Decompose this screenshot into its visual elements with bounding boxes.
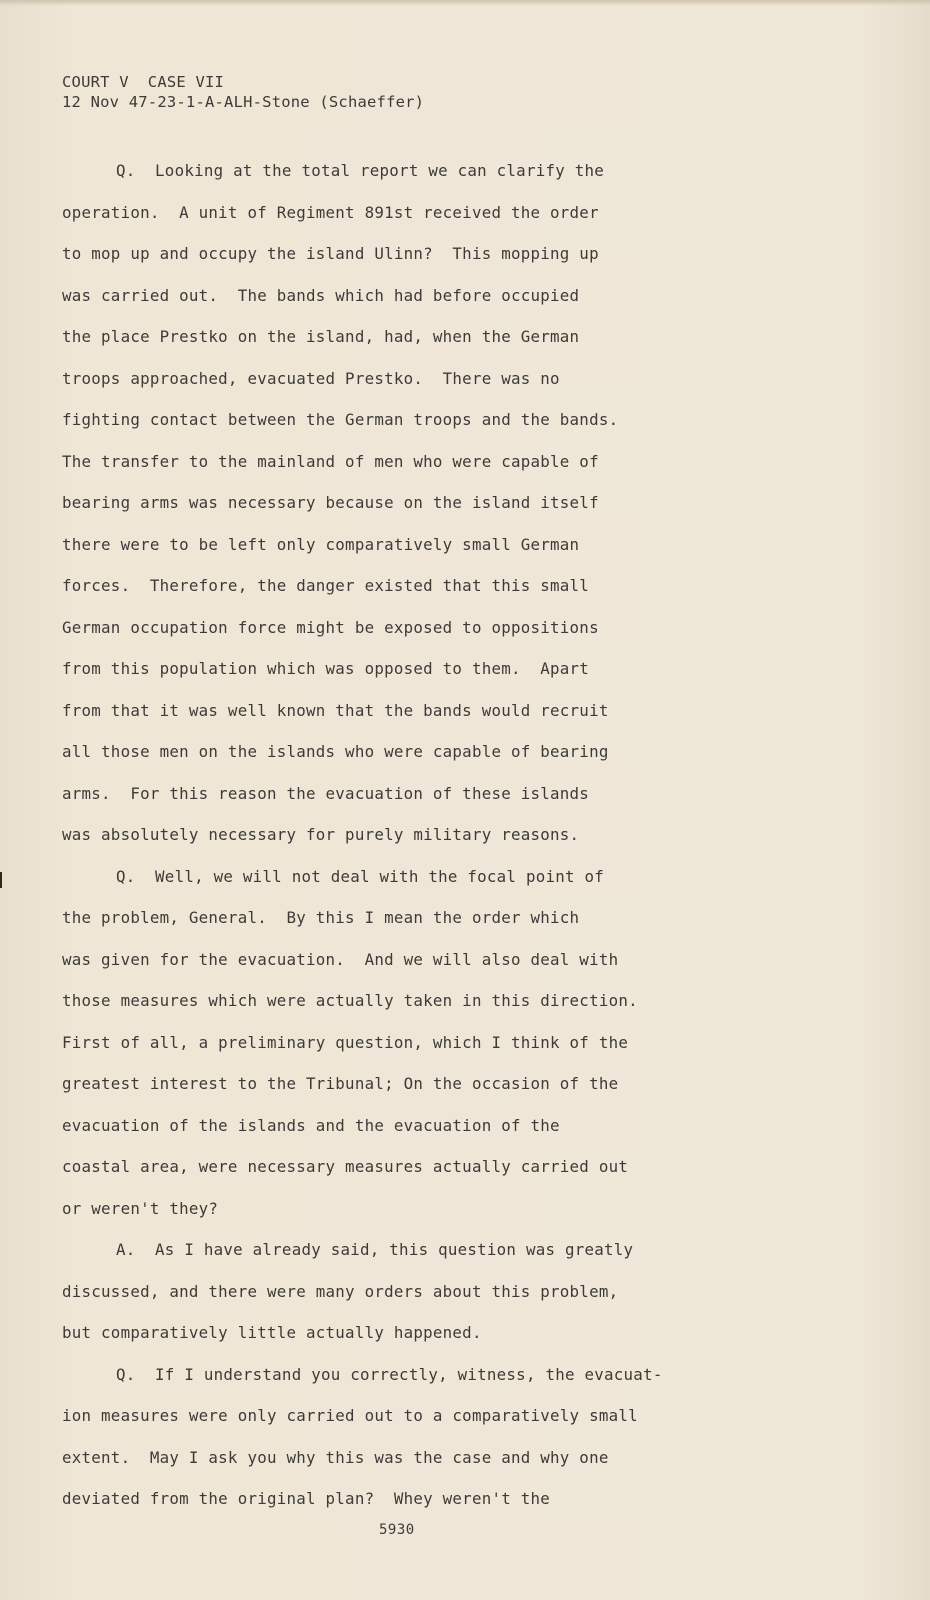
transcript-line: was given for the evacuation. And we will also deal with	[62, 949, 619, 969]
transcript-line: the problem, General. By this I mean the order which	[62, 908, 580, 927]
transcript-line: all those men on the islands who were capable of bearing	[62, 742, 609, 761]
transcript-line: bearing arms was necessary because on the island itself	[62, 493, 599, 512]
transcript-line: was absolutely necessary for purely military reasons.	[62, 825, 580, 844]
transcript-line: from this population which was opposed to them. Apart	[62, 659, 590, 678]
transcript-line: forces. Therefore, the danger existed that this small	[62, 576, 590, 595]
transcript-line: ion measures were only carried out to a comparatively small	[62, 1406, 638, 1425]
court-case-line: COURT V CASE VII	[62, 73, 225, 91]
transcript-line: greatest interest to the Tribunal; On the occasion of the	[62, 1074, 619, 1093]
transcript-line: operation. A unit of Regiment 891st received the order	[62, 202, 599, 222]
transcript-line: deviated from the original plan? Whey weren't the	[62, 1489, 551, 1508]
transcript-line: Q. Well, we will not deal with the focal point of	[116, 866, 605, 886]
transcript-line: Q. If I understand you correctly, witness, the evacuat-	[116, 1364, 663, 1384]
transcript-line: those measures which were actually taken in this direction.	[62, 991, 638, 1010]
transcript-line: the place Prestko on the island, had, when the German	[62, 327, 580, 346]
transcript-line: discussed, and there were many orders about this problem,	[62, 1281, 619, 1301]
transcript-line: fighting contact between the German troops and the bands.	[62, 410, 619, 429]
case-header	[62, 72, 424, 112]
transcript-line: The transfer to the mainland of men who were capable of	[62, 451, 599, 471]
page-number: 5930	[379, 1522, 415, 1538]
transcript-line: troops approached, evacuated Prestko. There was no	[62, 368, 560, 388]
margin-mark	[0, 872, 2, 888]
transcript-line: coastal area, were necessary measures actually carried out	[62, 1157, 629, 1176]
transcript-line: from that it was well known that the bands would recruit	[62, 700, 609, 720]
transcript-line: to mop up and occupy the island Ulinn? This mopping up	[62, 244, 599, 263]
page-edge	[0, 0, 930, 6]
transcript-line: was carried out. The bands which had before occupied	[62, 285, 580, 305]
date-reference-line: 12 Nov 47-23-1-A-ALH-Stone (Schaeffer)	[62, 93, 425, 111]
transcript-line: or weren't they?	[62, 1198, 219, 1218]
transcript-line: German occupation force might be exposed to oppositions	[62, 617, 599, 637]
transcript-line: A. As I have already said, this question was greatly	[116, 1240, 634, 1259]
transcript-line: but comparatively little actually happened.	[62, 1323, 482, 1342]
transcript-line: evacuation of the islands and the evacuation of the	[62, 1115, 560, 1135]
transcript-line: Q. Looking at the total report we can clarify the	[116, 161, 605, 180]
transcript-line: arms. For this reason the evacuation of these islands	[62, 783, 590, 803]
transcript-line: extent. May I ask you why this was the case and why one	[62, 1447, 609, 1467]
transcript-line: First of all, a preliminary question, which I think of the	[62, 1032, 629, 1052]
transcript-body	[62, 150, 862, 1520]
transcript-line: there were to be left only comparatively small German	[62, 534, 580, 554]
